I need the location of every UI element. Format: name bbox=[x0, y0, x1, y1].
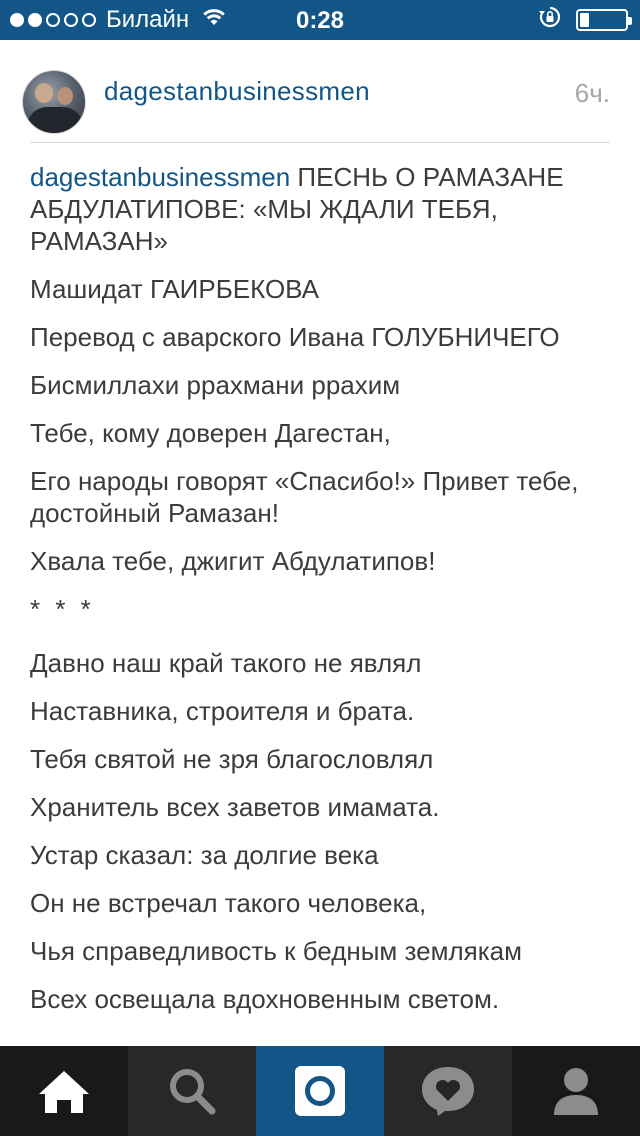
post-header bbox=[0, 40, 640, 144]
caption-line: Всех освещала вдохновенным светом. bbox=[30, 984, 500, 1014]
post-username-link[interactable]: dagestanbusinessmen bbox=[104, 76, 370, 106]
tab-bar bbox=[0, 1046, 640, 1136]
activity-heart-icon bbox=[420, 1065, 476, 1117]
rotation-lock-icon bbox=[538, 5, 562, 36]
caption-line: Его народы говорят «Спасибо!» Привет тебе, достойный Рамазан! bbox=[30, 466, 579, 528]
carrier-name: Билайн bbox=[106, 6, 190, 33]
status-time: 0:28 bbox=[295, 7, 345, 34]
caption-line: Тебе, кому доверен Дагестан, bbox=[30, 418, 391, 448]
caption-line: Машидат ГАИРБЕКОВА bbox=[30, 274, 319, 304]
caption-line: Бисмиллахи ррахмани ррахим bbox=[30, 370, 401, 400]
profile-icon bbox=[551, 1065, 601, 1117]
caption-username-link[interactable]: dagestanbusinessmen bbox=[30, 162, 291, 192]
caption-title: ПЕСНЬ О РАМАЗАНЕ АБДУЛАТИПОВЕ: «МЫ ЖДАЛИ ТЕБЯ, РАМАЗАН» bbox=[30, 162, 564, 256]
tab-search[interactable] bbox=[128, 1046, 256, 1136]
post-caption bbox=[30, 161, 620, 1031]
status-right bbox=[538, 0, 628, 40]
caption-line: Наставника, строителя и брата. bbox=[30, 696, 415, 726]
tab-camera[interactable] bbox=[256, 1046, 384, 1136]
caption-line: Тебя святой не зря благословлял bbox=[30, 744, 434, 774]
status-bar bbox=[0, 0, 640, 40]
caption-line: Он не встречал такого человека, bbox=[30, 888, 427, 918]
divider bbox=[30, 142, 610, 143]
caption-line: Перевод с аварского Ивана ГОЛУБНИЧЕГО bbox=[30, 322, 560, 352]
tab-activity[interactable] bbox=[384, 1046, 512, 1136]
battery-level bbox=[580, 13, 589, 27]
caption-line: Хвала тебе, джигит Абдулатипов! bbox=[30, 546, 436, 576]
caption-line: Чья справедливость к бедным землякам bbox=[30, 936, 523, 966]
caption-title-paragraph bbox=[30, 161, 620, 257]
battery-icon bbox=[576, 9, 628, 31]
tab-profile[interactable] bbox=[512, 1046, 640, 1136]
tab-home[interactable] bbox=[0, 1046, 128, 1136]
post-time-ago: 6ч. bbox=[574, 78, 610, 108]
search-icon bbox=[166, 1065, 218, 1117]
avatar[interactable] bbox=[22, 70, 86, 134]
home-icon bbox=[36, 1067, 92, 1115]
caption-line: Хранитель всех заветов имамата. bbox=[30, 792, 440, 822]
caption-line: Устар сказал: за долгие века bbox=[30, 840, 379, 870]
camera-icon bbox=[292, 1063, 348, 1119]
caption-separator: * * * bbox=[30, 594, 95, 624]
caption-line: Давно наш край такого не являл bbox=[30, 648, 422, 678]
